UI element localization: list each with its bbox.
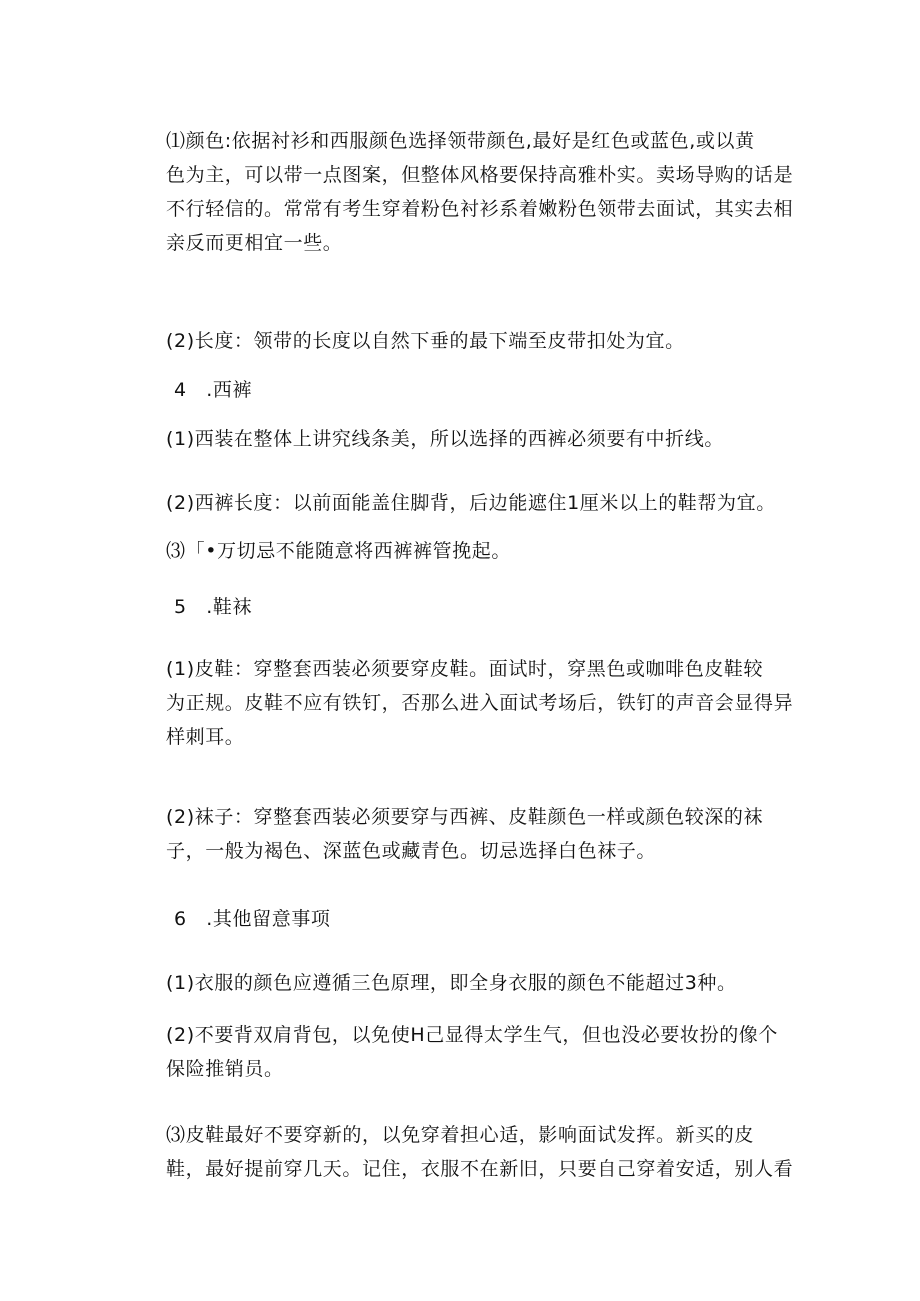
text-line: 鞋，最好提前穿几天。记住，衣服不在新旧，只要自己穿着安适，别人看 <box>166 1158 794 1180</box>
paragraph-shoes <box>166 652 794 754</box>
text-line: 子，一般为褐色、深蓝色或藏青色。切忌选择白色袜子。 <box>166 840 657 862</box>
text-line: (2)不要背双肩背包，以免使H己显得太学生气，但也没必要妆扮的像个 <box>166 1024 779 1046</box>
paragraph-trousers-cuff <box>166 534 791 568</box>
text-line: (1)西装在整体上讲究线条美，所以选择的西裤必须要有中折线。 <box>166 428 724 450</box>
section-heading-trousers: 4 .西裤 <box>174 379 253 401</box>
text-line: (2)西裤长度：以前面能盖住脚背，后边能遮住1厘米以上的鞋帮为宜。 <box>166 492 776 514</box>
paragraph-trousers-length <box>166 486 791 520</box>
text-line: 亲反而更相宜一些。 <box>166 232 343 254</box>
paragraph-trousers-crease <box>166 422 791 456</box>
text-line: (1)衣服的颜色应遵循三色原理，即全身衣服的颜色不能超过3种。 <box>166 972 737 994</box>
text-line: 不行轻信的。常常有考生穿着粉色衬衫系着嫩粉色领带去面试，其实去相 <box>166 198 794 220</box>
text-line: ⑴颜色:依据衬衫和西服颜色选择领带颜色,最好是红色或蓝色,或以黄 <box>166 130 755 152</box>
paragraph-tie-length <box>166 324 791 358</box>
text-line: ⑶「•万切忌不能随意将西裤裤管挽起。 <box>166 540 512 562</box>
text-line: 保险推销员。 <box>166 1058 284 1080</box>
text-line: (1)皮鞋：穿整套西装必须要穿皮鞋。面试时，穿黑色或咖啡色皮鞋较 <box>166 658 764 680</box>
text-line: (2)长度：领带的长度以自然下垂的最下端至皮带扣处为宜。 <box>166 330 685 352</box>
text-line: 样刺耳。 <box>166 726 245 748</box>
section-heading-shoes-socks: 5 .鞋袜 <box>174 596 253 618</box>
section-heading-other-notes: 6 .其他留意事项 <box>174 908 331 930</box>
text-line: (2)袜子：穿整套西装必须要穿与西裤、皮鞋颜色一样或颜色较深的袜 <box>166 806 764 828</box>
paragraph-socks <box>166 800 791 868</box>
paragraph-tie-color <box>166 124 794 260</box>
text-line: 色为主，可以带一点图案，但整体风格要保持高雅朴实。卖场导购的话是 <box>166 164 794 186</box>
paragraph-three-colors <box>166 966 791 1000</box>
text-line: 为正规。皮鞋不应有铁钉，否那么进入面试考场后，铁钉的声音会显得异 <box>166 692 794 714</box>
paragraph-new-shoes <box>166 1118 794 1186</box>
text-line: ⑶皮鞋最好不要穿新的，以免穿着担心适，影响面试发挥。新买的皮 <box>166 1124 755 1146</box>
paragraph-backpack <box>166 1018 791 1086</box>
